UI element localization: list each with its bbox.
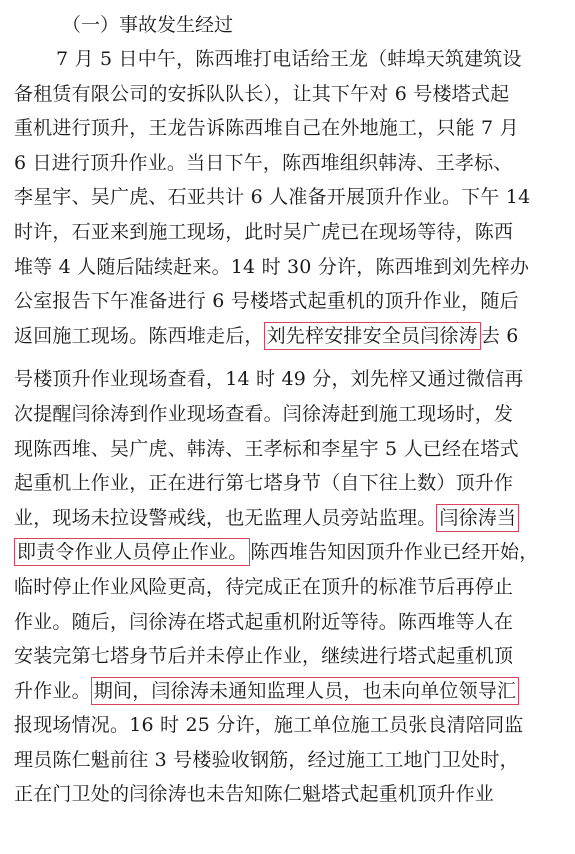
text-line bbox=[14, 501, 561, 536]
highlighted-text: 即责令作业人员停止作业。 bbox=[14, 538, 250, 566]
text-segment: 次提醒闫徐涛到作业现场查看。闫徐涛赶到施工现场时，发 bbox=[14, 402, 514, 425]
text-segment: 李星宇、吴广虎、石亚共计 6 人准备开展顶升作业。下午 14 bbox=[14, 186, 531, 209]
text-line bbox=[14, 743, 561, 778]
text-segment: 现陈西堆、吴广虎、韩涛、王孝标和李星宇 5 人已经在塔式 bbox=[14, 437, 519, 460]
text-segment: 返回施工现场。陈西堆走后， bbox=[14, 324, 264, 347]
text-segment: 临时停止作业风险更高，待完成正在顶升的标准节后再停止 bbox=[14, 575, 514, 598]
text-line bbox=[14, 570, 561, 605]
text-line bbox=[14, 42, 561, 77]
text-segment: 6 日进行顶升作业。当日下午，陈西堆组织韩涛、王孝标、 bbox=[14, 151, 513, 174]
text-segment: 正在门卫处的闫徐涛也未告知陈仁魁塔式起重机顶升作业 bbox=[14, 783, 495, 806]
text-line bbox=[14, 111, 561, 146]
text-segment: 堆等 4 人随后陆续赶来。14 时 30 分许，陈西堆到刘先梓办 bbox=[14, 255, 530, 278]
text-segment: 陈西堆告知因顶升作业已经开始， bbox=[250, 541, 539, 564]
text-line bbox=[14, 397, 561, 432]
highlighted-text: 闫徐涛当 bbox=[436, 504, 519, 532]
text-line bbox=[14, 432, 561, 467]
text-segment: 升作业。 bbox=[14, 679, 91, 702]
text-segment: 去 6 bbox=[480, 324, 519, 347]
text-line bbox=[14, 362, 561, 397]
text-line bbox=[14, 639, 561, 674]
text-segment: 起重机上作业，正在进行第七塔身节（自下往上数）顶升作 bbox=[14, 472, 514, 495]
text-line bbox=[14, 319, 561, 354]
section-heading: （一）事故发生经过 bbox=[62, 14, 234, 36]
text-segment: 备租赁有限公司的安拆队队长），让其下午对 6 号楼塔式起 bbox=[14, 82, 510, 105]
text-segment: 7 月 5 日中午，陈西堆打电话给王龙（蚌埠天筑建筑设 bbox=[56, 48, 522, 70]
text-line bbox=[14, 250, 561, 285]
highlighted-text: 期间，闫徐涛未通知监理人员，也未向单位领导汇 bbox=[91, 677, 519, 705]
text-segment: 时许，石亚来到施工现场，此时吴广虎已在现场等待，陈西 bbox=[14, 220, 514, 243]
text-line bbox=[14, 180, 561, 215]
text-segment: 重机进行顶升，王龙告诉陈西堆自己在外地施工，只能 7 月 bbox=[14, 117, 519, 140]
text-line bbox=[14, 77, 561, 112]
text-segment: 公室报告下午准备进行 6 号楼塔式起重机的顶升作业，随后 bbox=[14, 290, 519, 313]
text-segment: 理员陈仁魁前往 3 号楼验收钢筋，经过施工工地门卫处时， bbox=[14, 748, 519, 771]
text-line bbox=[14, 146, 561, 181]
text-segment: 安装完第七塔身节后并未停止作业，继续进行塔式起重机顶 bbox=[14, 645, 514, 668]
text-line bbox=[14, 535, 561, 570]
text-segment: 报现场情况。 bbox=[14, 714, 130, 737]
text-line bbox=[14, 605, 561, 640]
text-segment: 16 时 25 分许，施工单位施工员张良清陪同监 bbox=[129, 714, 524, 737]
text-line bbox=[14, 215, 561, 250]
highlighted-text: 刘先梓安排安全员闫徐涛 bbox=[264, 322, 481, 350]
text-line bbox=[14, 777, 561, 812]
body-text bbox=[14, 42, 561, 812]
text-line bbox=[14, 466, 561, 501]
text-line bbox=[14, 674, 561, 709]
text-segment: 业，现场未拉设警戒线，也无监理人员旁站监理。 bbox=[14, 506, 437, 529]
text-line bbox=[14, 284, 561, 319]
text-segment: 作业。随后，闫徐涛在塔式起重机附近等待。陈西堆等人在 bbox=[14, 610, 514, 633]
text-line bbox=[14, 708, 561, 743]
text-segment: 号楼顶升作业现场查看，14 时 49 分，刘先梓又通过微信再 bbox=[14, 368, 524, 391]
